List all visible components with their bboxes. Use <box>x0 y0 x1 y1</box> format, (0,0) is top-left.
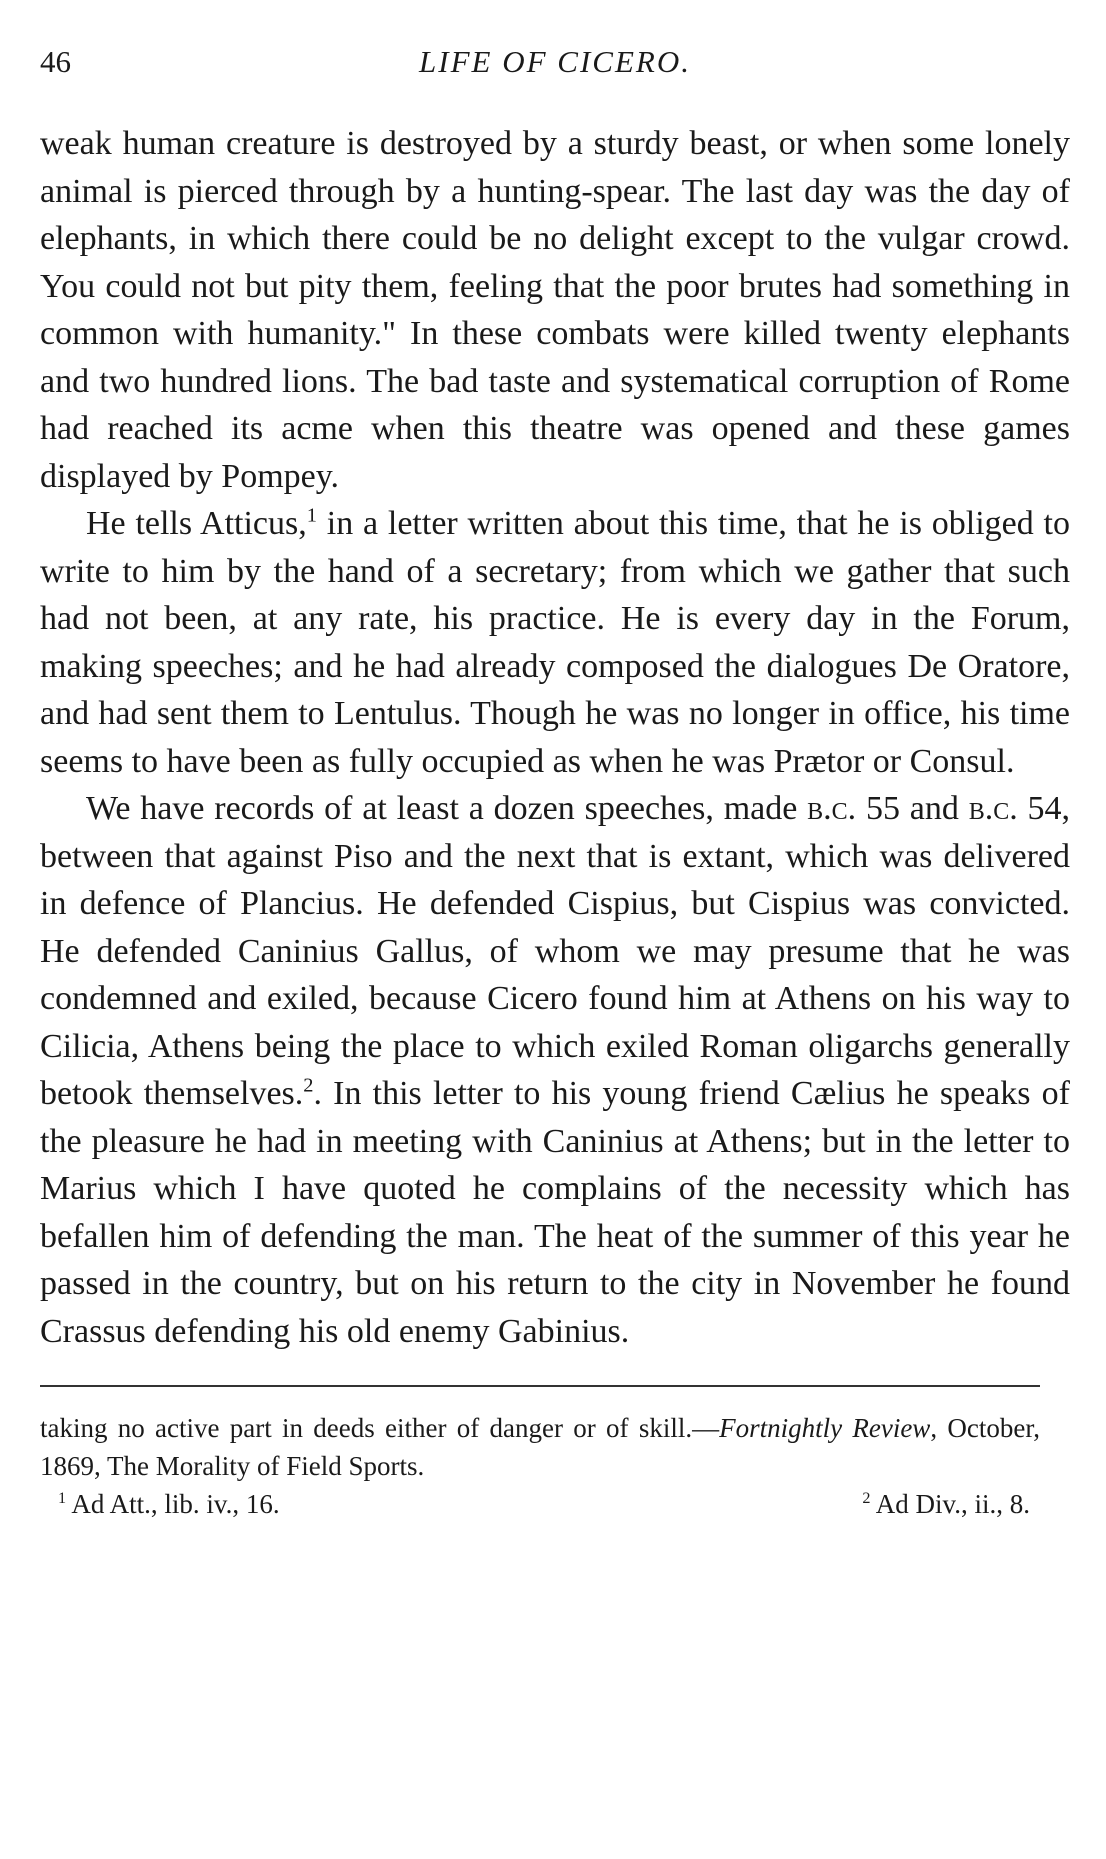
paragraph-2 <box>40 500 1070 785</box>
footnote-ref-1: 1 <box>306 504 317 527</box>
footnote-continuation-text: taking no active part in deeds either of danger or of skill.— <box>40 1413 720 1443</box>
footnote-continuation-end: , October, 1869, The Morality of Field Sports. <box>40 1413 1040 1481</box>
page-number: 46 <box>40 44 71 79</box>
paragraph-3-part-c: 54, between that against Piso and the next that is extant, which was delivered in defence of Plancius. He defended Cispius, but Cispius was convicted. He defended Caninius Gallus, of whom we may presume that he was condemned and exiled, because Cicero found him at Athens on his way to Cilicia, Athens being the place to which exiled Roman oligarchs generally betook themselves. <box>40 790 1071 1112</box>
footnote-1-mark: 1 <box>58 1489 67 1507</box>
bc-abbrev-1: b.c. <box>807 790 857 827</box>
footnote-2-text: Ad Div., ii., 8. <box>870 1489 1030 1519</box>
footnote-2 <box>862 1485 1030 1523</box>
paragraph-3-part-d: . In this letter to his young friend Cælius he speaks of the pleasure he had in meeting with Caninius at Athens; but in the letter to Marius which I have quoted he complains of the necessity which has befallen him of defending the man. The heat of the summer of this year he passed in the country, but on his return to the city in November he found Crassus defending his old enemy Gabinius. <box>40 1075 1070 1350</box>
body-text <box>40 120 1070 1355</box>
footnote-continuation <box>40 1409 1040 1485</box>
footnotes <box>40 1409 1040 1525</box>
footnote-1-text: Ad Att., lib. iv., 16. <box>66 1489 280 1519</box>
bc-abbrev-2: b.c. <box>968 790 1018 827</box>
running-title: LIFE OF CICERO. <box>419 44 691 79</box>
paragraph-3-start: We have records of at least a dozen speeches, made <box>86 790 808 827</box>
book-page <box>40 44 1070 1525</box>
paragraph-1: weak human creature is destroyed by a sturdy beast, or when some lonely animal is pierced through by a hunting-spear. The last day was the day of elephants, in which there could be no delight except to the vulgar crowd. You could not but pity them, feeling that the poor brutes had something in common with humanity." In these combats were killed twenty elephants and two hundred lions. The bad taste and systematical corruption of Rome had reached its acme when this theatre was opened and these games displayed by Pompey. <box>40 125 1070 495</box>
paragraph-2-rest: in a letter written about this time, that he is obliged to write to him by the hand of a secretary; from which we gather that such had not been, at any rate, his practice. He is every day in the Forum, making speeches; and he had already composed the dialogues De Oratore, and had sent them to Lentulus. Though he was no longer in office, his time seems to have been as fully occupied as when he was Prætor or Consul. <box>40 505 1070 780</box>
paragraph-2-start: He tells Atticus, <box>86 505 307 542</box>
footnote-ref-2: 2 <box>303 1074 314 1097</box>
footnote-divider <box>40 1385 1040 1387</box>
footnote-source-title: Fortnightly Review <box>719 1413 931 1443</box>
running-head <box>40 44 1070 88</box>
footnote-refs <box>40 1485 1040 1525</box>
paragraph-3 <box>40 785 1070 1355</box>
footnote-1 <box>58 1485 280 1523</box>
footnote-2-mark: 2 <box>862 1489 871 1507</box>
paragraph-3-part-b: 55 and <box>856 790 969 827</box>
